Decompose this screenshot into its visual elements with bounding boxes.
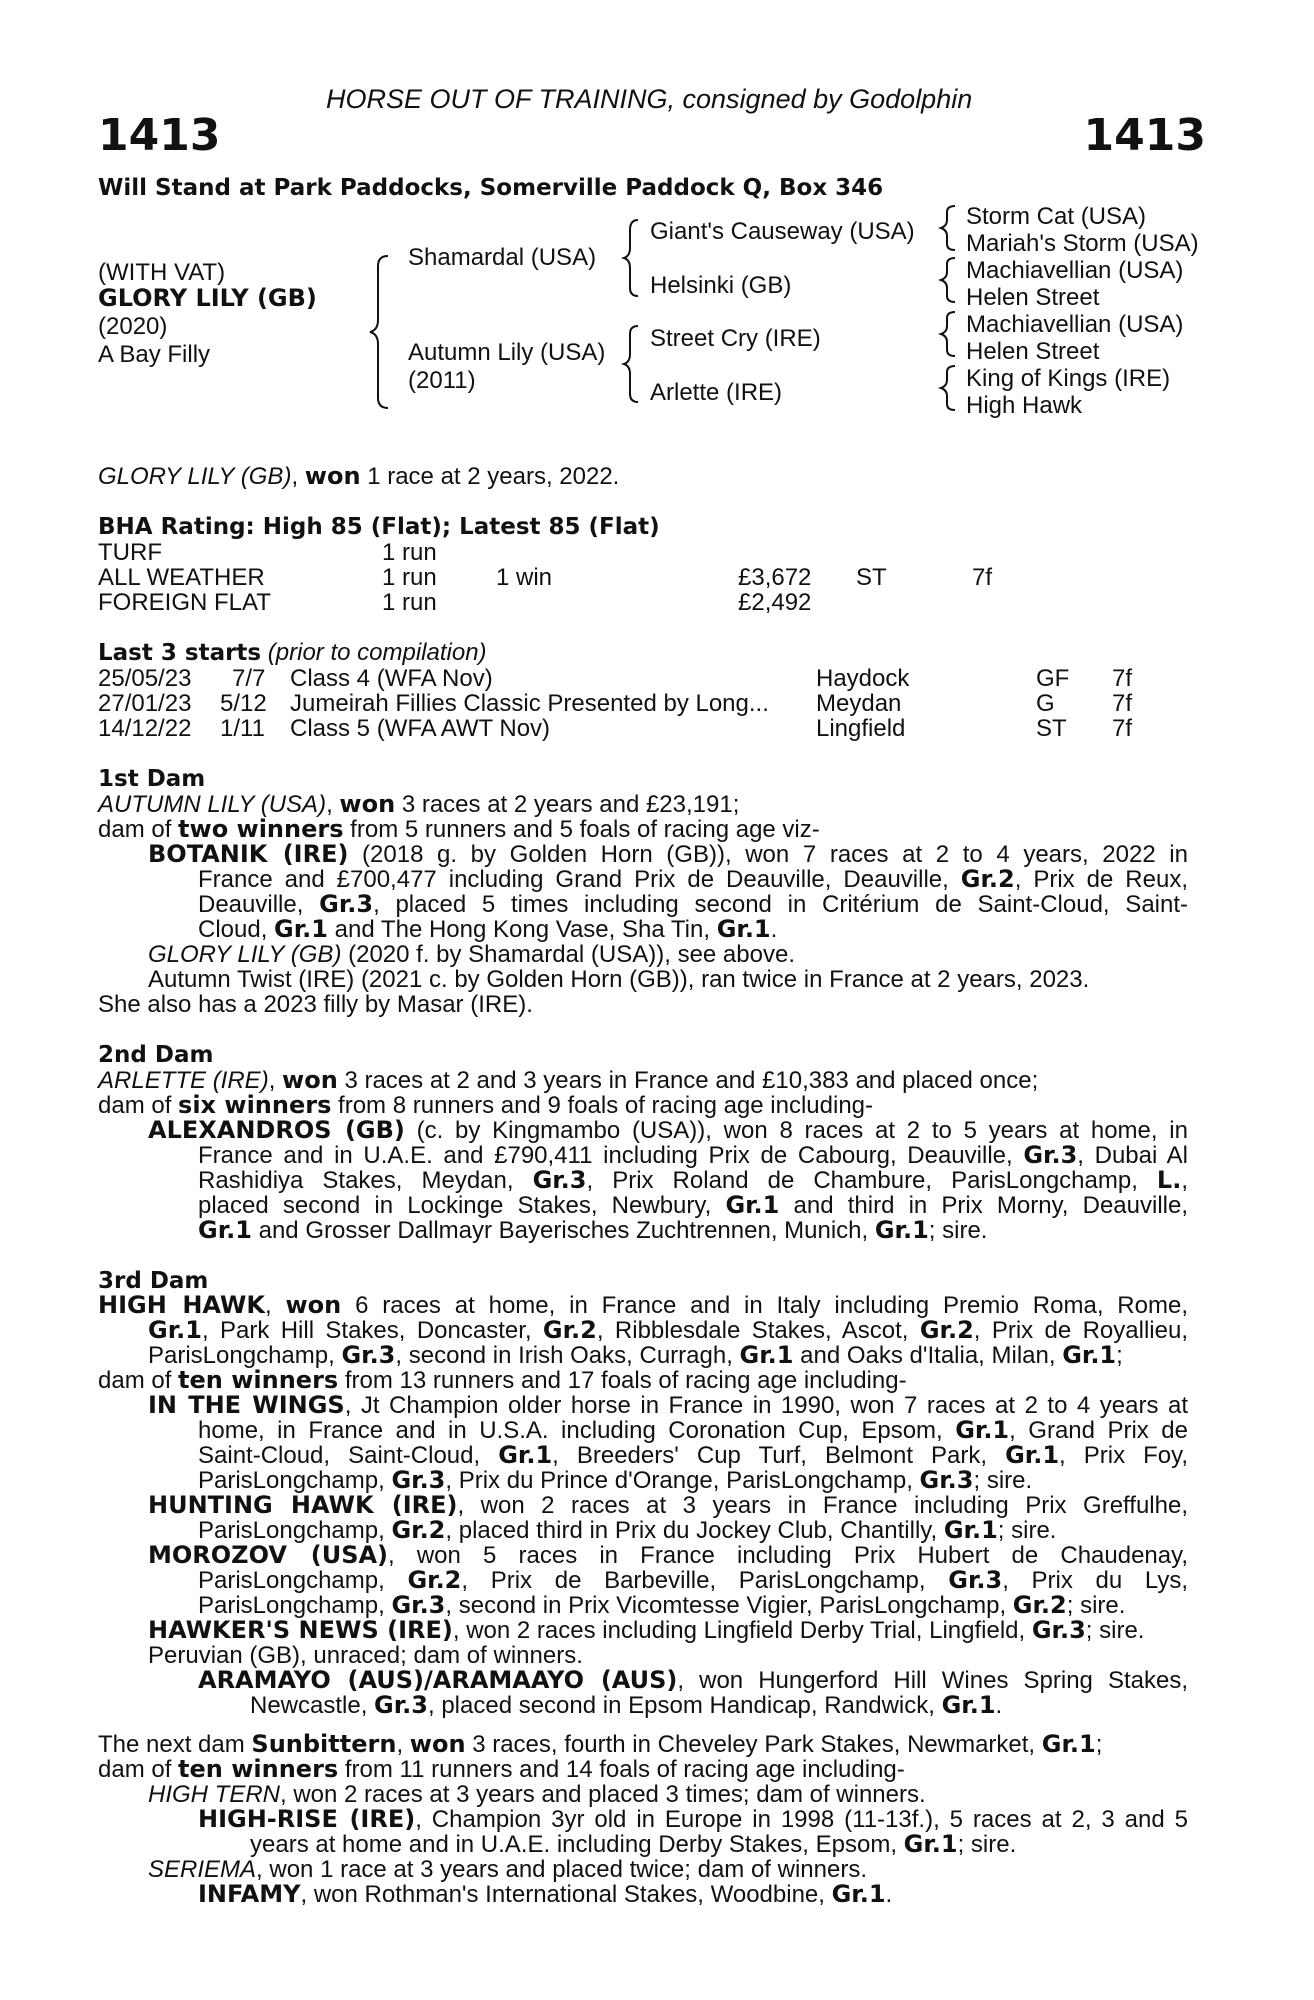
rating-distance: 7f	[972, 564, 993, 591]
produce-entry-autumn-twist: Autumn Twist (IRE) (2021 c. by Golden Horn (GB)), ran twice in France at 2 years, 2023.	[148, 966, 1090, 993]
bracket-main	[370, 256, 388, 408]
rating-surface: FOREIGN FLAT	[98, 589, 271, 616]
second-dam-produce: dam of six winners from 8 runners and 9 foals of racing age including-	[98, 1091, 874, 1119]
dam-dam: Arlette (IRE)	[650, 379, 783, 406]
bha-rating-title: BHA Rating: High 85 (Flat); Latest 85 (Flat)	[98, 514, 660, 540]
produce-entry-hawkers-news: HAWKER'S NEWS (IRE), won 2 races including Lingfield Derby Trial, Lingfield, Gr.3; sire.	[148, 1616, 1145, 1644]
produce-entry-seriema: SERIEMA, won 1 race at 3 years and placed twice; dam of winners.	[148, 1856, 868, 1883]
sire-dam: Helsinki (GB)	[650, 272, 792, 299]
rating-money: £3,672	[738, 564, 812, 591]
start-date: 25/05/23	[98, 665, 192, 692]
sd-sire: Machiavellian (USA)	[966, 257, 1184, 284]
next-dam-produce: dam of ten winners from 11 runners and 14 foals of racing age including-	[98, 1755, 905, 1783]
ds-sire: Machiavellian (USA)	[966, 311, 1184, 338]
won-label: won	[304, 462, 361, 490]
start-date: 27/01/23	[98, 690, 192, 717]
start-position: 7/7	[232, 665, 266, 692]
rating-wins: 1 win	[496, 564, 553, 591]
produce-entry-glory-lily: GLORY LILY (GB) (2020 f. by Shamardal (USA)), see above.	[148, 941, 795, 968]
dam-sire: Street Cry (IRE)	[650, 325, 821, 352]
rating-money: £2,492	[738, 589, 812, 616]
dd-dam: High Hawk	[966, 392, 1083, 419]
race-summary: GLORY LILY (GB), won 1 race at 2 years, 2022.	[98, 462, 620, 490]
sire: Shamardal (USA)	[408, 244, 597, 271]
start-distance: 7f	[1112, 665, 1133, 692]
bracket-ss	[941, 206, 955, 250]
third-dam-title: 3rd Dam	[98, 1268, 209, 1294]
start-distance: 7f	[1112, 690, 1133, 717]
lot-number-left: 1413	[98, 110, 221, 161]
first-dam-record: AUTUMN LILY (USA), won 3 races at 2 years and £23,191;	[98, 790, 740, 818]
first-dam-note: She also has a 2023 filly by Masar (IRE).	[98, 991, 533, 1018]
lot-number-right: 1413	[1083, 110, 1206, 161]
start-course: Lingfield	[816, 715, 906, 742]
last-starts-title: Last 3 starts (prior to compilation)	[98, 639, 487, 666]
start-position: 5/12	[220, 690, 267, 717]
start-position: 1/11	[220, 715, 265, 742]
rating-surface: TURF	[98, 539, 162, 566]
start-date: 14/12/22	[98, 715, 192, 742]
ss-dam: Mariah's Storm (USA)	[966, 230, 1199, 257]
bracket-ds	[941, 312, 955, 356]
produce-entry-high-tern: HIGH TERN, won 2 races at 3 years and placed 3 times; dam of winners.	[148, 1781, 926, 1808]
ds-dam: Helen Street	[966, 338, 1100, 365]
third-dam-produce: dam of ten winners from 13 runners and 17 foals of racing age including-	[98, 1366, 907, 1394]
dam: Autumn Lily (USA)	[408, 339, 606, 366]
start-course: Meydan	[816, 690, 902, 717]
second-dam-title: 2nd Dam	[98, 1042, 214, 1068]
dam-year: (2011)	[408, 367, 476, 394]
rating-runs: 1 run	[382, 589, 437, 616]
rating-runs: 1 run	[382, 539, 437, 566]
bracket-sd	[941, 258, 955, 302]
stand-location: Will Stand at Park Paddocks, Somerville Paddock Q, Box 346	[98, 175, 884, 201]
vat-note: (WITH VAT)	[98, 259, 226, 286]
produce-entry-peruvian: Peruvian (GB), unraced; dam of winners.	[148, 1642, 583, 1669]
horse-year: (2020)	[98, 313, 168, 340]
next-dam-record: The next dam Sunbittern, won 3 races, fourth in Cheveley Park Stakes, Newmarket, Gr.1;	[98, 1730, 1103, 1758]
bracket-sire	[624, 220, 638, 296]
rating-runs: 1 run	[382, 564, 437, 591]
consignor-line: HORSE OUT OF TRAINING, consigned by Godolphin	[326, 84, 973, 114]
dd-sire: King of Kings (IRE)	[966, 365, 1171, 392]
start-distance: 7f	[1112, 715, 1133, 742]
first-dam-title: 1st Dam	[98, 766, 206, 792]
start-course: Haydock	[816, 665, 910, 692]
horse-name: GLORY LILY (GB)	[98, 284, 317, 312]
sire-sire: Giant's Causeway (USA)	[650, 218, 915, 245]
sd-dam: Helen Street	[966, 284, 1100, 311]
start-going: G	[1036, 690, 1055, 717]
start-going: ST	[1036, 715, 1067, 742]
produce-entry-infamy: INFAMY, won Rothman's International Stakes, Woodbine, Gr.1.	[198, 1880, 893, 1908]
summary-horse-name: GLORY LILY (GB)	[98, 463, 292, 490]
bracket-dam	[624, 326, 638, 402]
start-race: Jumeirah Fillies Classic Presented by Long...	[290, 690, 769, 717]
start-race: Class 5 (WFA AWT Nov)	[290, 715, 551, 742]
ss-sire: Storm Cat (USA)	[966, 203, 1147, 230]
start-going: GF	[1036, 665, 1070, 692]
rating-surface: ALL WEATHER	[98, 564, 265, 591]
second-dam-record: ARLETTE (IRE), won 3 races at 2 and 3 years in France and £10,383 and placed once;	[98, 1066, 1039, 1094]
bracket-dd	[941, 366, 955, 410]
first-dam-produce: dam of two winners from 5 runners and 5 foals of racing age viz-	[98, 815, 820, 843]
start-race: Class 4 (WFA Nov)	[290, 665, 493, 692]
rating-going: ST	[856, 564, 887, 591]
horse-description: A Bay Filly	[98, 341, 211, 368]
